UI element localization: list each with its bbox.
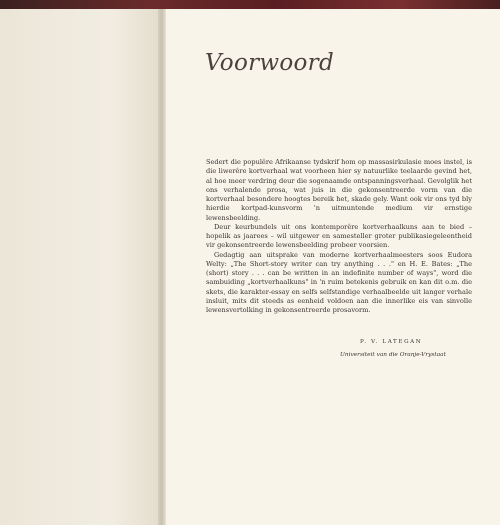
paragraph: Gedagtig aan uitsprake van moderne kortverhaalmeesters soos Eudora Welty: „The Short-story writer can try anything . . ." en H. E. Bates: „The (short) story . . . can be written in an indefinite number of ways", word die sambuiding „kortverhaalkuns" in 'n ruim betekenis gebruik en kan dit o.m. die skets, die karakter-essay en selfs selfstandige verhaalbeelde uit langer verhale insluit, mits dit steeds as eenheid voldoen aan die innerlike eis van sinvolle lewensvertolking in gekonsentreerde prosavorm. bbox=[206, 250, 472, 314]
signature-name: P. V. LATEGAN bbox=[360, 339, 423, 345]
left-page bbox=[0, 9, 160, 525]
book-spine-edge bbox=[0, 0, 500, 9]
page-gutter bbox=[158, 9, 166, 525]
signature-affiliation: Universiteit van die Oranje-Vrystaat bbox=[340, 352, 446, 358]
paragraph: Sedert die populêre Afrikaanse tydskrif hom op massasirkulasie moes instel, is die liwerêre kortverhaal wat voorheen hier sy natuurlike teelaarde gevind het, al hoe meer verdring deur die sogenaamde ontspanningsverhaal. Gevolglik het ons verhalende prosa, wat juis in die gekonsentreerde vorm van die kortverhaal besondere hoogtes bereik het, skade gely. Want ook vir ons tyd bly hierdie kortpad-kunsvorm 'n uitmuntende medium vir ernstige lewensbeelding. bbox=[206, 158, 472, 222]
page-title: Voorwoord bbox=[205, 50, 334, 76]
foreword-body bbox=[206, 158, 472, 315]
paragraph: Deur keurbundels uit ons kontemporêre kortverhaalkuns aan te bied – hopelik as jaarees – wil uitgewer en samesteller groter publikasiegeleentheid vir gekonsentreerde lewensbeelding probeer voorsien. bbox=[206, 222, 472, 250]
